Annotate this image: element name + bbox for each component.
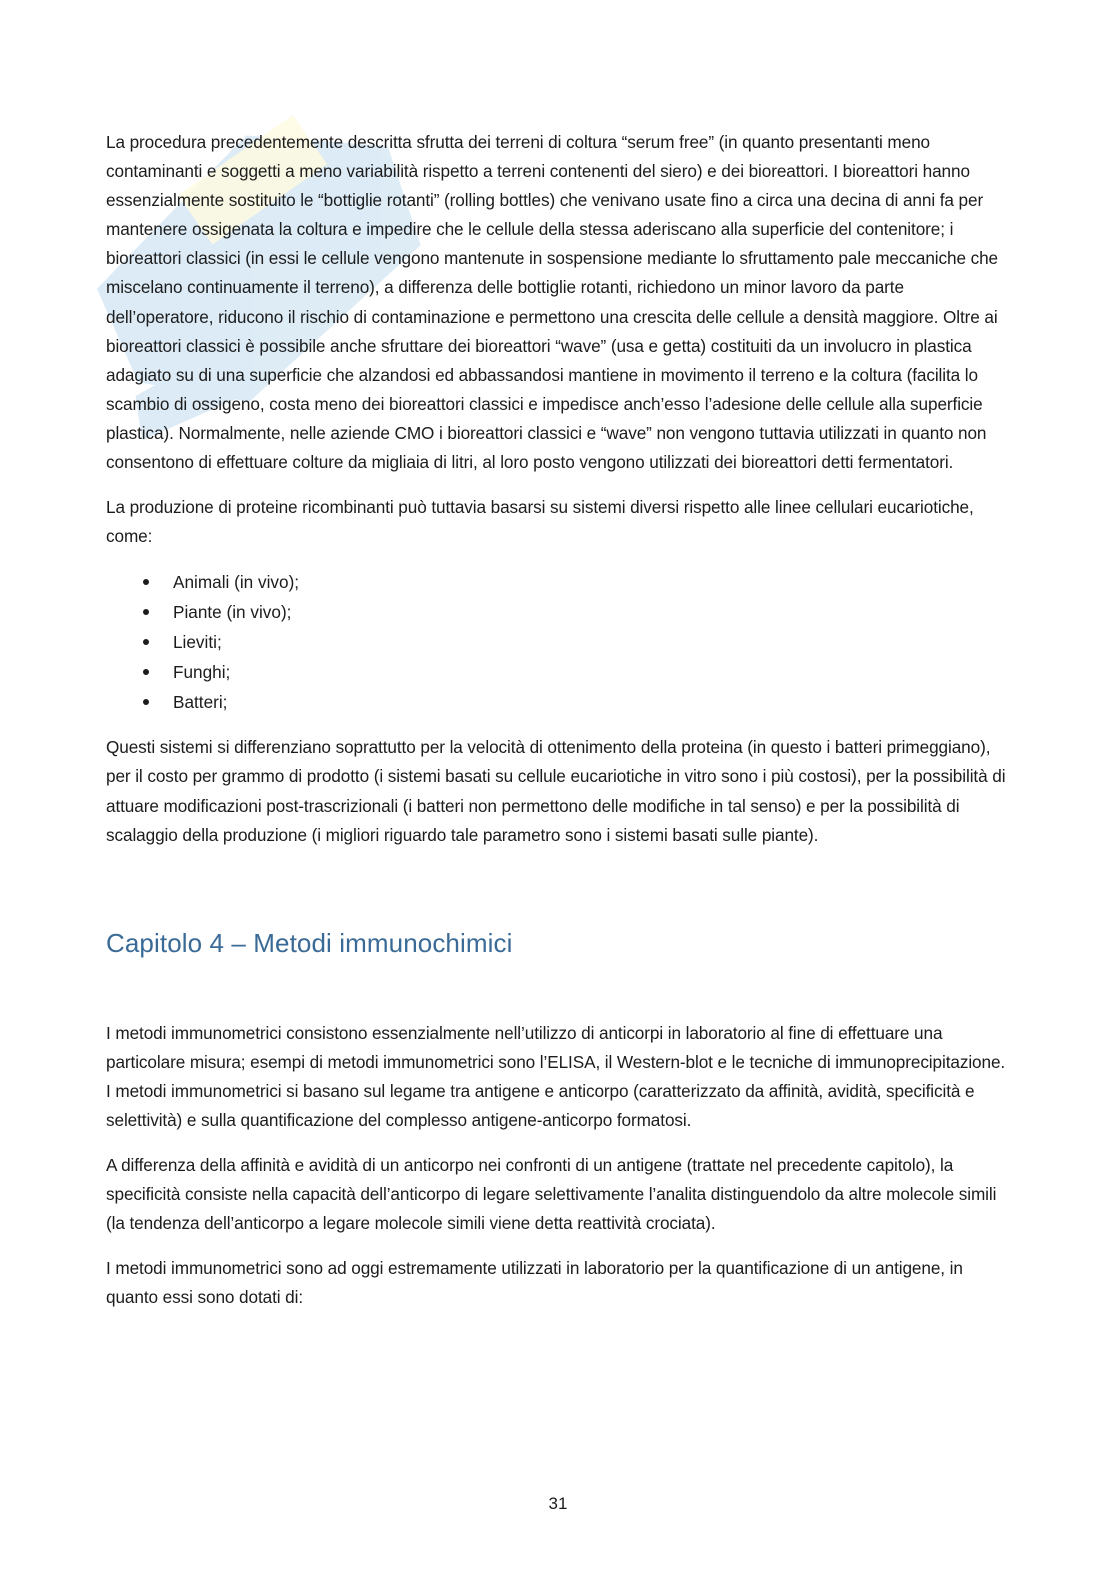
list-item: Piante (in vivo); <box>106 597 1006 627</box>
list-item: Lieviti; <box>106 627 1006 657</box>
bullet-icon <box>143 609 149 615</box>
bullet-icon <box>143 639 149 645</box>
paragraph-immunometric-intro: I metodi immunometrici consistono essenzialmente nell’utilizzo di anticorpi in laboratorio al fine di effettuare una particolare misura; esempi di metodi immunometrici sono l’ELISA, il Western-blot e le tecniche di immunoprecipitazione. I metodi immunometrici si basano sul legame tra antigene e anticorpo (caratterizzato da affinità, avidità, specificità e selettività) e sulla quantificazione del complesso antigene-anticorpo formatosi. <box>106 1022 1006 1130</box>
document-body <box>106 128 1006 1329</box>
bullet-icon <box>143 579 149 585</box>
bullet-icon <box>143 699 149 705</box>
bullet-icon <box>143 669 149 675</box>
list-item: Funghi; <box>106 657 1006 687</box>
list-item: Animali (in vivo); <box>106 567 1006 597</box>
paragraph-bioreactors: La procedura precedentemente descritta sfrutta dei terreni di coltura “serum free” (in quanto presentanti meno contaminanti e soggetti a meno variabilità rispetto a terreni contenenti del siero) e dei bioreattori. I bioreattori hanno essenzialmente sostituito le “bottiglie rotanti” (rolling bottles) che venivano usate fino a circa una decina di anni fa per mantenere ossigenata la coltura e impedire che le cellule della stessa aderiscano alla superficie del contenitore; i bioreattori classici (in essi le cellule vengono mantenute in sospensione mediante lo sfruttamento pale meccaniche che miscelano continuamente il terreno), a differenza delle bottiglie rotanti, richiedono un minor lavoro da parte dell’operatore, riducono il rischio di contaminazione e permettono una crescita delle cellule a densità maggiore. Oltre ai bioreattori classici è possibile anche sfruttare dei bioreattori “wave” (usa e getta) costituiti da un involucro in plastica adagiato su di una superficie che alzandosi ed abbassandosi mantiene in movimento il terreno e la coltura (facilita lo scambio di ossigeno, costa meno dei bioreattori classici e impedisce anch’esso l’adesione delle cellule alla superficie plastica). Normalmente, nelle aziende CMO i bioreattori classici e “wave” non vengono tuttavia utilizzati in quanto non consentono di effettuare colture da migliaia di litri, al loro posto vengono utilizzati dei bioreattori detti fermentatori. <box>106 132 999 473</box>
expression-systems-list <box>106 567 1006 717</box>
list-item: Batteri; <box>106 687 1006 717</box>
paragraph-specificity: A differenza della affinità e avidità di un anticorpo nei confronti di un antigene (trattate nel precedente capitolo), la specificità consiste nella capacità dell’anticorpo di legare selettivamente l’analita distinguendolo da altre molecole simili (la tendenza dell’anticorpo a legare molecole simili viene detta reattività crociata). <box>106 1155 997 1234</box>
chapter-title: Capitolo 4 – Metodi immunochimici <box>106 927 513 958</box>
page-number: 31 <box>548 1494 568 1513</box>
paragraph-usage: I metodi immunometrici sono ad oggi estremamente utilizzati in laboratorio per la quantificazione di un antigene, in quanto essi sono dotati di: <box>106 1258 963 1308</box>
paragraph-alternative-systems: La produzione di proteine ricombinanti può tuttavia basarsi su sistemi diversi rispetto alle linee cellulari eucariotiche, come: <box>106 497 974 547</box>
paragraph-systems-comparison: Questi sistemi si differenziano soprattutto per la velocità di ottenimento della proteina (in questo i batteri primeggiano), per il costo per grammo di prodotto (i sistemi basati su cellule eucariotiche in vitro sono i più costosi), per la possibilità di attuare modificazioni post-trascrizionali (i batteri non permettono delle modifiche in tal senso) e per la possibilità di scalaggio della produzione (i migliori riguardo tale parametro sono i sistemi basati sulle piante). <box>106 737 1006 845</box>
